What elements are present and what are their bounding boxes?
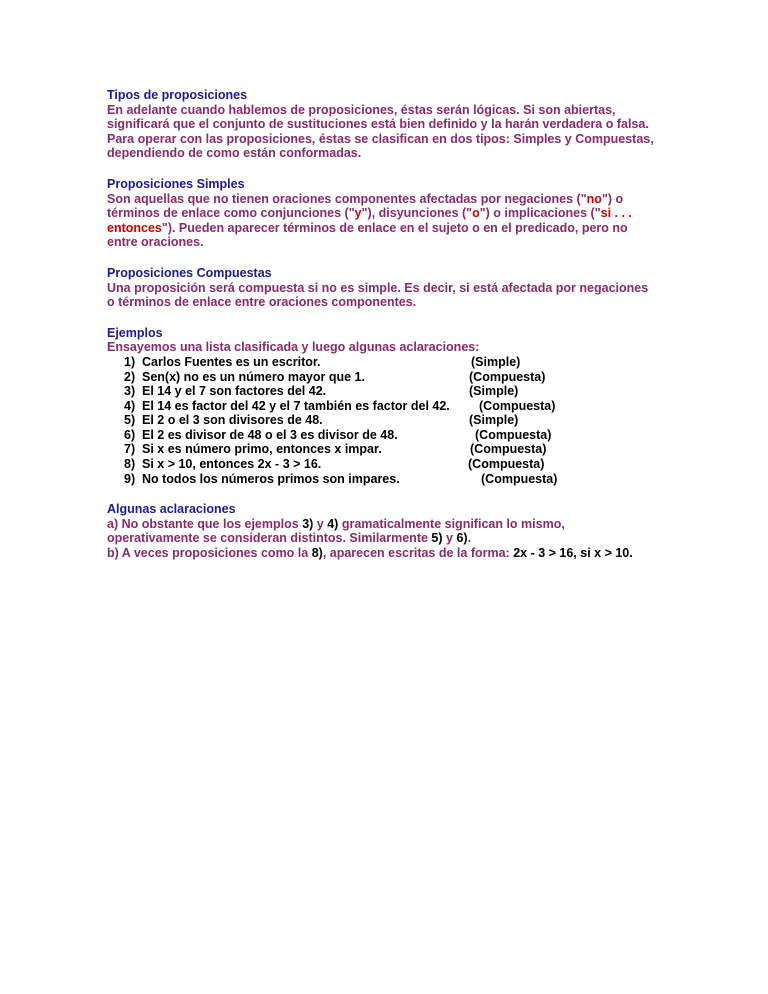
section-simples: [107, 177, 667, 250]
text-fragment: a) No obstante que los ejemplos: [107, 516, 303, 531]
item-text: El 2 o el 3 son divisores de 48.: [142, 413, 323, 428]
list-item: [107, 399, 667, 414]
text-fragment: y: [442, 531, 457, 546]
section-tipos: [107, 88, 667, 161]
list-item: [107, 355, 667, 370]
text-line: [107, 206, 667, 221]
keyword-entonces: entonces: [107, 220, 162, 235]
list-item: [107, 370, 667, 385]
item-number: 3): [124, 384, 136, 399]
item-classification: (Compuesta): [481, 471, 558, 486]
text-line: [107, 192, 667, 207]
ejemplos-intro: Ensayemos una lista clasificada y luego algunas aclaraciones:: [107, 340, 480, 355]
item-text: El 14 y el 7 son factores del 42.: [142, 384, 327, 399]
list-item: [107, 442, 667, 457]
item-text: Si x es número primo, entonces x impar.: [142, 442, 382, 457]
heading-ejemplos: Ejemplos: [107, 325, 163, 340]
example-reference: 4): [327, 516, 339, 531]
list-item: [107, 472, 667, 487]
text-line: Una proposición será compuesta si no es simple. Es decir, si está afectada por negaciones: [107, 280, 649, 295]
section-ejemplos: [107, 326, 667, 487]
item-number: 7): [124, 442, 136, 457]
examples-list: [107, 355, 667, 486]
text-line: [107, 517, 667, 532]
item-classification: (Compuesta): [479, 398, 556, 413]
text-fragment: "), disyunciones (": [361, 206, 473, 221]
section-compuestas: [107, 266, 667, 310]
item-classification: (Simple): [469, 384, 519, 399]
text-line: o términos de enlace entre oraciones componentes.: [107, 295, 417, 310]
item-number: 1): [124, 354, 136, 369]
item-number: 8): [124, 457, 136, 472]
item-text: No todos los números primos son impares.: [142, 471, 400, 486]
paragraph-compuestas: [107, 281, 667, 310]
text-fragment: , aparecen escritas de la forma:: [322, 546, 514, 561]
keyword-o: o: [472, 206, 480, 221]
text-fragment: ") o: [601, 191, 624, 206]
text-line: entre oraciones.: [107, 235, 204, 250]
text-line: dependiendo de como están conformadas.: [107, 146, 362, 161]
paragraph-aclaraciones: [107, 517, 667, 561]
list-item: [107, 384, 667, 399]
heading-simples: Proposiciones Simples: [107, 176, 245, 191]
text-line: [107, 531, 667, 546]
section-aclaraciones: [107, 502, 667, 560]
text-fragment: b) A veces proposiciones como la: [107, 546, 312, 561]
paragraph-tipos: [107, 103, 667, 161]
item-text: Si x > 10, entonces 2x - 3 > 16.: [142, 457, 322, 472]
text-fragment: operativamente se consideran distintos. Similarmente: [107, 531, 432, 546]
text-line: Para operar con las proposiciones, éstas se clasifican en dos tipos: Simples y Compuestas,: [107, 131, 654, 146]
item-number: 2): [124, 369, 136, 384]
heading-compuestas: Proposiciones Compuestas: [107, 265, 272, 280]
list-item: [107, 457, 667, 472]
text-line: significará que el conjunto de sustituciones está bien definido y la harán verdadera o falsa.: [107, 117, 649, 132]
text-fragment: "). Pueden aparecer términos de enlace en el sujeto o en el predicado, pero no: [161, 220, 628, 235]
item-classification: (Compuesta): [468, 457, 545, 472]
formula: 2x - 3 > 16, si x > 10: [513, 546, 630, 561]
item-classification: (Compuesta): [475, 427, 552, 442]
example-reference: 6): [456, 531, 468, 546]
item-text: Carlos Fuentes es un escritor.: [142, 354, 321, 369]
example-reference: 8): [311, 546, 323, 561]
item-text: El 14 es factor del 42 y el 7 también es factor del 42.: [142, 398, 450, 413]
document-content: [107, 88, 667, 577]
keyword-si: si . . .: [600, 206, 632, 221]
text-line: [107, 221, 667, 236]
example-reference: 3): [302, 516, 314, 531]
keyword-no: no: [586, 191, 602, 206]
item-classification: (Simple): [469, 413, 519, 428]
text-line: [107, 546, 667, 561]
heading-tipos: Tipos de proposiciones: [107, 88, 248, 102]
keyword-y: y: [354, 206, 362, 221]
text-fragment: ") o implicaciones (": [479, 206, 601, 221]
text-line: En adelante cuando hablemos de proposiciones, éstas serán lógicas. Si son abiertas,: [107, 102, 616, 117]
item-text: El 2 es divisor de 48 o el 3 es divisor de 48.: [142, 427, 398, 442]
text-fragment: Son aquellas que no tienen oraciones componentes afectadas por negaciones (": [107, 191, 587, 206]
item-number: 5): [124, 413, 136, 428]
item-number: 6): [124, 427, 136, 442]
paragraph-simples: [107, 192, 667, 250]
item-number: 9): [124, 471, 136, 486]
text-fragment: y: [313, 516, 328, 531]
list-item: [107, 413, 667, 428]
item-number: 4): [124, 398, 136, 413]
item-classification: (Compuesta): [469, 369, 546, 384]
text-fragment: términos de enlace como conjunciones (": [107, 206, 355, 221]
heading-aclaraciones: Algunas aclaraciones: [107, 502, 236, 517]
item-classification: (Compuesta): [470, 442, 547, 457]
list-item: [107, 428, 667, 443]
example-reference: 5): [431, 531, 443, 546]
item-text: Sen(x) no es un número mayor que 1.: [142, 369, 365, 384]
text-fragment: .: [467, 531, 472, 546]
item-classification: (Simple): [471, 354, 521, 369]
text-fragment: gramaticalmente significan lo mismo,: [338, 516, 565, 531]
text-fragment: .: [629, 546, 633, 561]
